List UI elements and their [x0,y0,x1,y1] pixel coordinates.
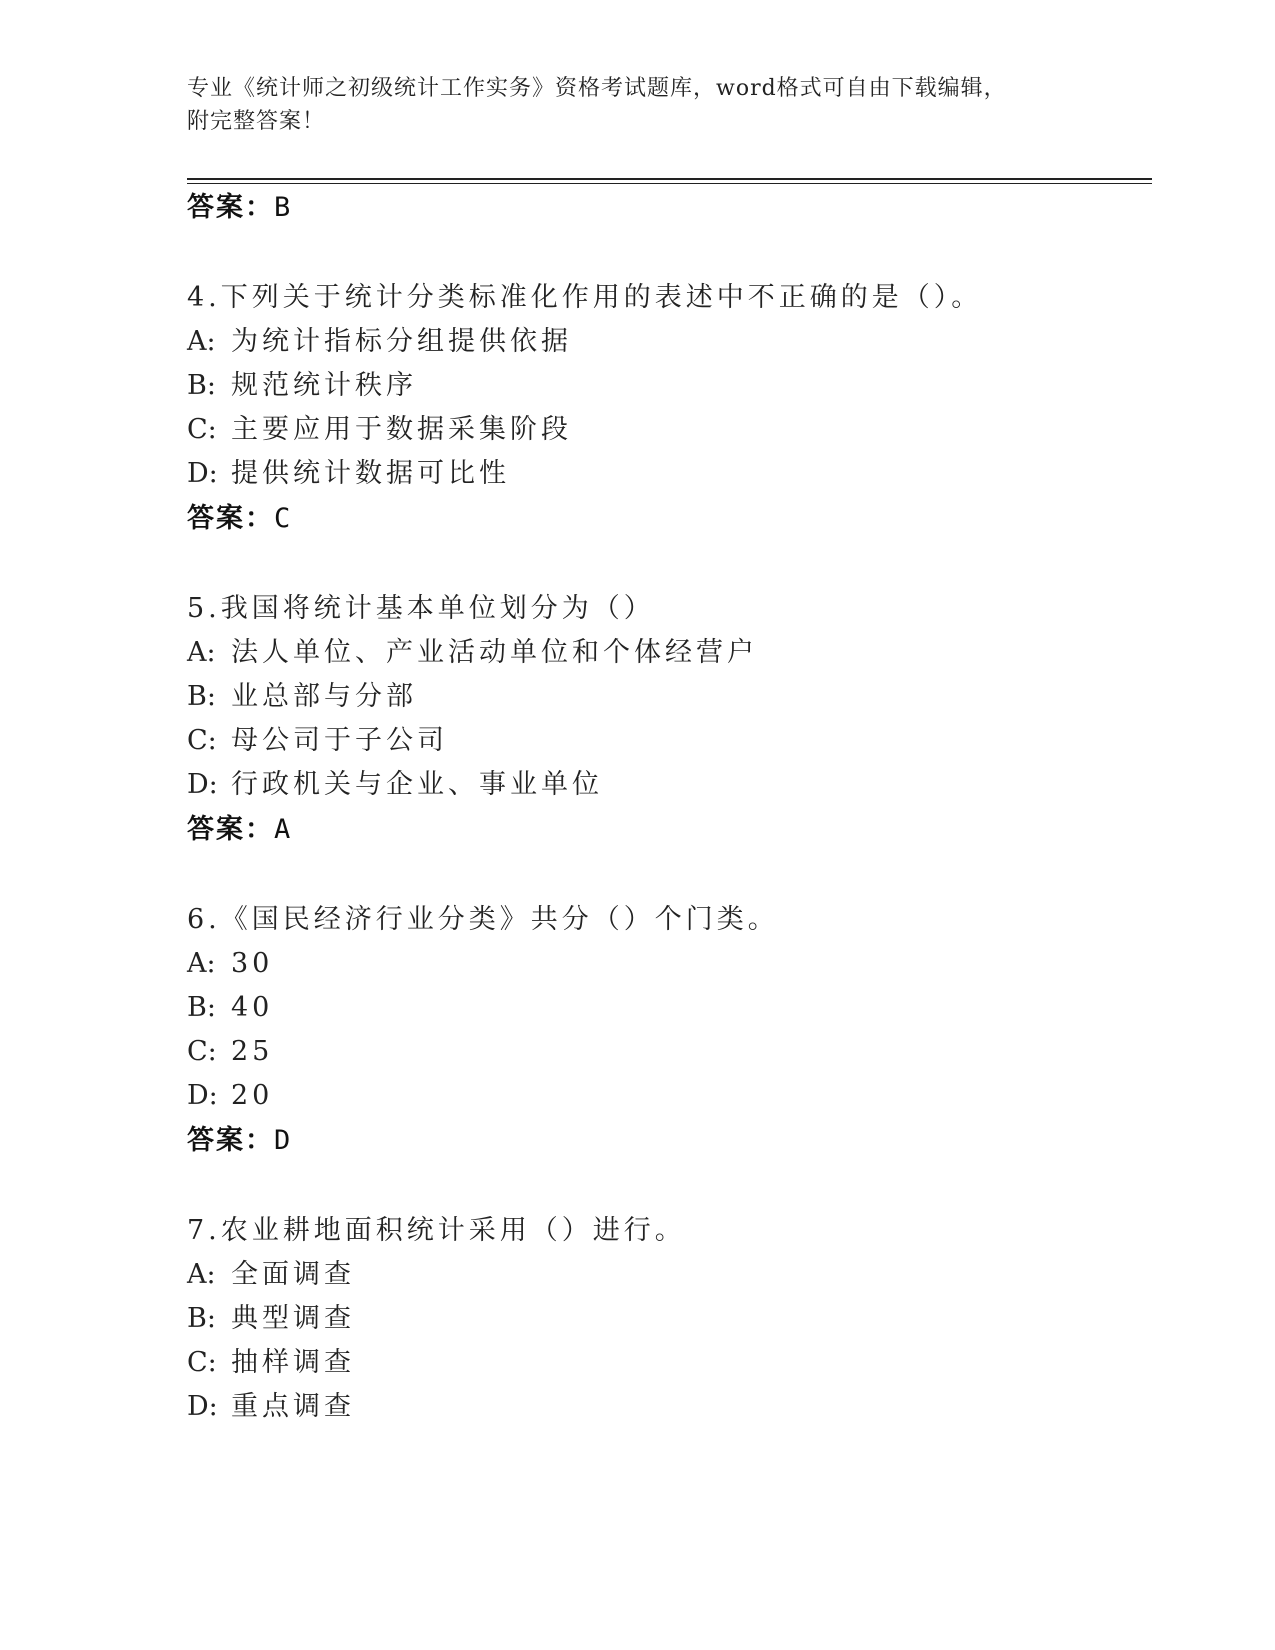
option-key: C: [187,414,217,445]
answer-5 [187,813,292,847]
question-5-option-b [187,680,417,714]
option-key: D: [187,1080,218,1111]
option-text: 全面调查 [231,1259,355,1290]
header-divider [187,178,1152,184]
answer-label: 答案： [187,503,274,534]
question-6-option-d [187,1079,273,1113]
answer-3 [187,191,292,225]
option-key: B: [187,1303,216,1334]
question-4-option-b [187,369,417,403]
option-text: 20 [231,1080,274,1111]
option-key: D: [187,458,218,489]
question-5: 5.我国将统计基本单位划分为（） [187,593,655,624]
option-key: B: [187,370,216,401]
question-6-option-a [187,947,273,981]
question-7-option-c [187,1346,355,1380]
answer-value: D [274,1125,293,1156]
question-7-option-b [187,1302,355,1336]
question-7-option-d [187,1390,355,1424]
answer-label: 答案： [187,192,274,223]
option-key: C: [187,725,217,756]
answer-value: A [274,814,293,845]
option-text: 主要应用于数据采集阶段 [231,414,572,445]
option-text: 母公司于子公司 [231,725,448,756]
option-key: D: [187,1391,218,1422]
answer-label: 答案： [187,814,274,845]
option-key: B: [187,681,216,712]
option-text: 业总部与分部 [231,681,417,712]
answer-4 [187,502,292,536]
option-text: 行政机关与企业、事业单位 [231,769,603,800]
question-4: 4.下列关于统计分类标准化作用的表述中不正确的是（）。 [187,282,983,313]
question-7-option-a [187,1258,355,1292]
header-line-2: 附完整答案！ [187,109,326,134]
option-text: 重点调查 [231,1391,355,1422]
question-5-option-d [187,768,603,802]
question-6-option-c [187,1035,273,1069]
question-4-option-d [187,457,510,491]
option-key: A: [187,326,216,357]
option-text: 为统计指标分组提供依据 [231,326,572,357]
option-text: 25 [231,1036,274,1067]
document-header [187,72,1067,138]
answer-value: B [274,192,293,223]
question-4-option-a [187,325,572,359]
option-key: C: [187,1347,217,1378]
question-5-option-a [187,636,758,670]
option-key: D: [187,769,218,800]
option-key: A: [187,1259,216,1290]
answer-value: C [274,503,293,534]
answer-label: 答案： [187,1125,274,1156]
question-4-option-c [187,413,572,447]
question-5-option-c [187,724,448,758]
option-text: 提供统计数据可比性 [231,458,510,489]
option-text: 典型调查 [231,1303,355,1334]
answer-6 [187,1124,292,1158]
question-6: 6.《国民经济行业分类》共分（）个门类。 [187,904,779,935]
option-text: 40 [231,992,274,1023]
option-key: A: [187,637,216,668]
option-key: C: [187,1036,217,1067]
option-key: A: [187,948,216,979]
option-key: B: [187,992,216,1023]
option-text: 规范统计秩序 [231,370,417,401]
option-text: 30 [231,948,274,979]
header-line-1: 专业《统计师之初级统计工作实务》资格考试题库，word格式可自由下载编辑， [187,76,1007,101]
option-text: 法人单位、产业活动单位和个体经营户 [231,637,758,668]
question-7: 7.农业耕地面积统计采用（）进行。 [187,1215,686,1246]
question-6-option-b [187,991,273,1025]
option-text: 抽样调查 [231,1347,355,1378]
